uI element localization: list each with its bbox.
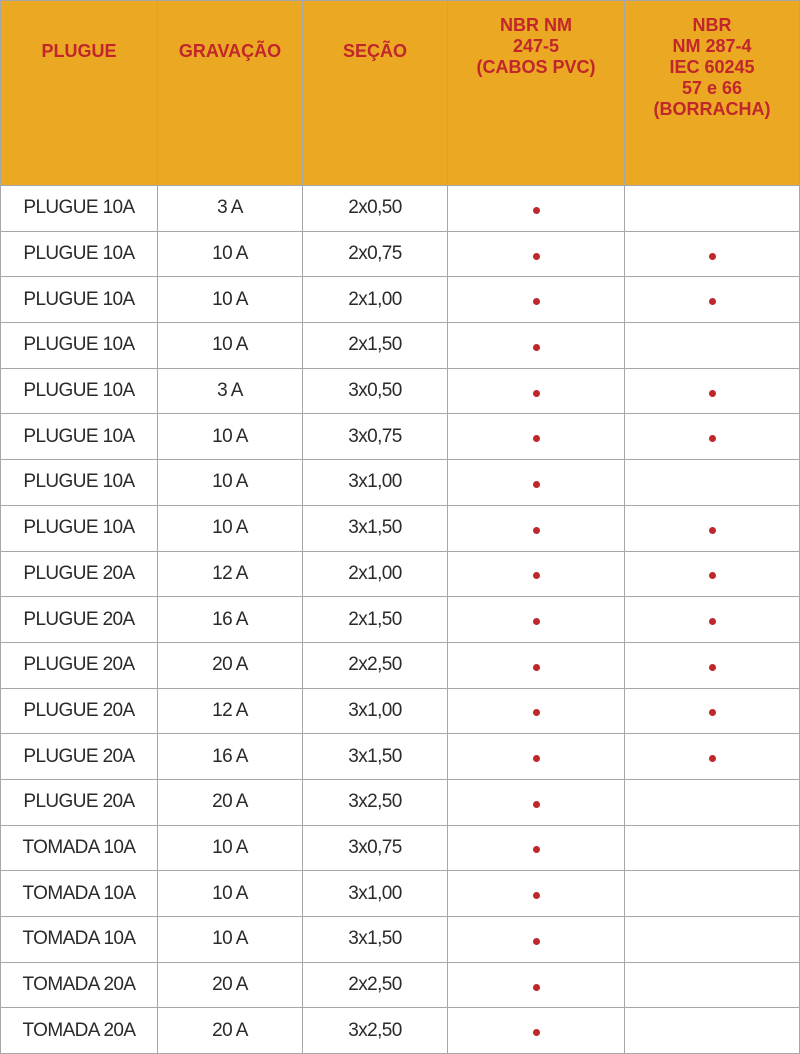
cell-plugue: PLUGUE 10A xyxy=(1,505,158,551)
header-plugue: PLUGUE xyxy=(1,1,158,186)
cell-secao: 2x1,50 xyxy=(303,597,448,643)
table-row xyxy=(1,642,800,688)
cell-borracha xyxy=(625,825,800,871)
bullet-dot-icon xyxy=(533,664,540,671)
cell-borracha xyxy=(625,414,800,460)
cell-secao: 3x0,75 xyxy=(303,414,448,460)
cell-plugue: PLUGUE 10A xyxy=(1,231,158,277)
table-row xyxy=(1,551,800,597)
bullet-dot-icon xyxy=(533,572,540,579)
cell-pvc xyxy=(448,642,625,688)
header-pvc xyxy=(448,1,625,186)
bullet-dot-icon xyxy=(533,755,540,762)
cell-pvc xyxy=(448,505,625,551)
cell-gravacao: 10 A xyxy=(158,460,303,506)
cell-gravacao: 20 A xyxy=(158,779,303,825)
header-pvc-line: NBR NM xyxy=(500,15,572,35)
bullet-dot-icon xyxy=(533,253,540,260)
cell-secao: 3x0,75 xyxy=(303,825,448,871)
cell-borracha xyxy=(625,551,800,597)
cell-plugue: PLUGUE 20A xyxy=(1,597,158,643)
cell-plugue: PLUGUE 10A xyxy=(1,414,158,460)
bullet-dot-icon xyxy=(533,984,540,991)
table-body xyxy=(1,186,800,1054)
cell-gravacao: 10 A xyxy=(158,917,303,963)
header-row xyxy=(1,1,800,186)
header-borracha-line: NM 287-4 xyxy=(672,36,752,56)
cell-secao: 2x0,75 xyxy=(303,231,448,277)
cell-gravacao: 10 A xyxy=(158,414,303,460)
bullet-dot-icon xyxy=(533,801,540,808)
cell-plugue: TOMADA 20A xyxy=(1,962,158,1008)
cell-borracha xyxy=(625,597,800,643)
cell-borracha xyxy=(625,460,800,506)
bullet-dot-icon xyxy=(709,390,716,397)
cell-borracha xyxy=(625,734,800,780)
bullet-dot-icon xyxy=(533,892,540,899)
cell-borracha xyxy=(625,1008,800,1054)
cell-pvc xyxy=(448,734,625,780)
cell-plugue: TOMADA 20A xyxy=(1,1008,158,1054)
cell-gravacao: 12 A xyxy=(158,688,303,734)
cell-secao: 2x1,50 xyxy=(303,323,448,369)
cell-plugue: PLUGUE 20A xyxy=(1,734,158,780)
cell-gravacao: 12 A xyxy=(158,551,303,597)
cell-plugue: PLUGUE 20A xyxy=(1,642,158,688)
cell-secao: 2x2,50 xyxy=(303,962,448,1008)
table-row xyxy=(1,1008,800,1054)
header-borracha-line: 57 e 66 xyxy=(681,78,743,98)
bullet-dot-icon xyxy=(709,435,716,442)
bullet-dot-icon xyxy=(709,709,716,716)
cell-gravacao: 16 A xyxy=(158,597,303,643)
cell-plugue: PLUGUE 20A xyxy=(1,688,158,734)
bullet-dot-icon xyxy=(709,298,716,305)
cell-pvc xyxy=(448,688,625,734)
header-pvc-line: 247-5 xyxy=(512,36,560,56)
cell-pvc xyxy=(448,871,625,917)
cell-gravacao: 10 A xyxy=(158,871,303,917)
cell-pvc xyxy=(448,368,625,414)
cell-borracha xyxy=(625,871,800,917)
bullet-dot-icon xyxy=(533,207,540,214)
header-secao: SEÇÃO xyxy=(303,1,448,186)
bullet-dot-icon xyxy=(533,938,540,945)
bullet-dot-icon xyxy=(709,755,716,762)
bullet-dot-icon xyxy=(533,390,540,397)
bullet-dot-icon xyxy=(709,664,716,671)
cell-secao: 2x1,00 xyxy=(303,551,448,597)
header-borracha-line: (BORRACHA) xyxy=(653,99,771,119)
bullet-dot-icon xyxy=(533,298,540,305)
cell-pvc xyxy=(448,825,625,871)
cell-gravacao: 10 A xyxy=(158,505,303,551)
cell-plugue: PLUGUE 10A xyxy=(1,186,158,232)
cell-gravacao: 10 A xyxy=(158,231,303,277)
cell-plugue: TOMADA 10A xyxy=(1,871,158,917)
bullet-dot-icon xyxy=(533,709,540,716)
bullet-dot-icon xyxy=(533,481,540,488)
cell-pvc xyxy=(448,323,625,369)
cell-pvc xyxy=(448,1008,625,1054)
table-row xyxy=(1,505,800,551)
table-row xyxy=(1,368,800,414)
table-row xyxy=(1,414,800,460)
header-pvc-line: (CABOS PVC) xyxy=(476,57,596,77)
cell-secao: 3x1,50 xyxy=(303,917,448,963)
cell-borracha xyxy=(625,323,800,369)
cell-borracha xyxy=(625,505,800,551)
cell-pvc xyxy=(448,231,625,277)
table-row xyxy=(1,962,800,1008)
bullet-dot-icon xyxy=(533,846,540,853)
bullet-dot-icon xyxy=(533,344,540,351)
cell-secao: 3x2,50 xyxy=(303,1008,448,1054)
table-row xyxy=(1,779,800,825)
cell-gravacao: 3 A xyxy=(158,368,303,414)
table-row xyxy=(1,460,800,506)
cell-gravacao: 10 A xyxy=(158,277,303,323)
table-row xyxy=(1,323,800,369)
cell-secao: 3x1,50 xyxy=(303,734,448,780)
cell-borracha xyxy=(625,186,800,232)
cell-plugue: PLUGUE 10A xyxy=(1,277,158,323)
table-row xyxy=(1,917,800,963)
cell-plugue: PLUGUE 10A xyxy=(1,323,158,369)
bullet-dot-icon xyxy=(533,435,540,442)
cell-borracha xyxy=(625,688,800,734)
cell-pvc xyxy=(448,551,625,597)
cell-secao: 3x0,50 xyxy=(303,368,448,414)
cell-secao: 2x0,50 xyxy=(303,186,448,232)
cell-secao: 3x1,00 xyxy=(303,460,448,506)
cell-pvc xyxy=(448,460,625,506)
table-row xyxy=(1,825,800,871)
bullet-dot-icon xyxy=(533,618,540,625)
cell-gravacao: 10 A xyxy=(158,323,303,369)
bullet-dot-icon xyxy=(533,527,540,534)
cell-secao: 2x1,00 xyxy=(303,277,448,323)
cell-borracha xyxy=(625,917,800,963)
cell-secao: 3x1,00 xyxy=(303,871,448,917)
cell-secao: 2x2,50 xyxy=(303,642,448,688)
cell-pvc xyxy=(448,962,625,1008)
cell-pvc xyxy=(448,917,625,963)
cell-plugue: TOMADA 10A xyxy=(1,825,158,871)
cell-plugue: PLUGUE 10A xyxy=(1,460,158,506)
cell-pvc xyxy=(448,597,625,643)
cell-gravacao: 10 A xyxy=(158,825,303,871)
bullet-dot-icon xyxy=(709,527,716,534)
table-row xyxy=(1,597,800,643)
header-borracha xyxy=(625,1,800,186)
header-gravacao: GRAVAÇÃO xyxy=(158,1,303,186)
cell-pvc xyxy=(448,186,625,232)
bullet-dot-icon xyxy=(709,572,716,579)
bullet-dot-icon xyxy=(709,618,716,625)
cell-borracha xyxy=(625,779,800,825)
cell-borracha xyxy=(625,368,800,414)
cell-plugue: TOMADA 10A xyxy=(1,917,158,963)
table-row xyxy=(1,734,800,780)
cell-gravacao: 20 A xyxy=(158,1008,303,1054)
header-borracha-line: NBR xyxy=(692,15,732,35)
table-row xyxy=(1,871,800,917)
cell-pvc xyxy=(448,277,625,323)
cell-pvc xyxy=(448,779,625,825)
cell-borracha xyxy=(625,642,800,688)
cell-plugue: PLUGUE 20A xyxy=(1,779,158,825)
cell-pvc xyxy=(448,414,625,460)
cell-gravacao: 20 A xyxy=(158,642,303,688)
cell-secao: 3x2,50 xyxy=(303,779,448,825)
cell-borracha xyxy=(625,962,800,1008)
cell-gravacao: 20 A xyxy=(158,962,303,1008)
cell-plugue: PLUGUE 20A xyxy=(1,551,158,597)
cell-gravacao: 3 A xyxy=(158,186,303,232)
cell-borracha xyxy=(625,231,800,277)
cell-borracha xyxy=(625,277,800,323)
cell-secao: 3x1,00 xyxy=(303,688,448,734)
cell-plugue: PLUGUE 10A xyxy=(1,368,158,414)
bullet-dot-icon xyxy=(709,253,716,260)
table-row xyxy=(1,688,800,734)
table-header xyxy=(1,1,800,186)
header-borracha-line: IEC 60245 xyxy=(669,57,755,77)
cell-gravacao: 16 A xyxy=(158,734,303,780)
table-row xyxy=(1,231,800,277)
table-row xyxy=(1,186,800,232)
table-row xyxy=(1,277,800,323)
bullet-dot-icon xyxy=(533,1029,540,1036)
cell-secao: 3x1,50 xyxy=(303,505,448,551)
